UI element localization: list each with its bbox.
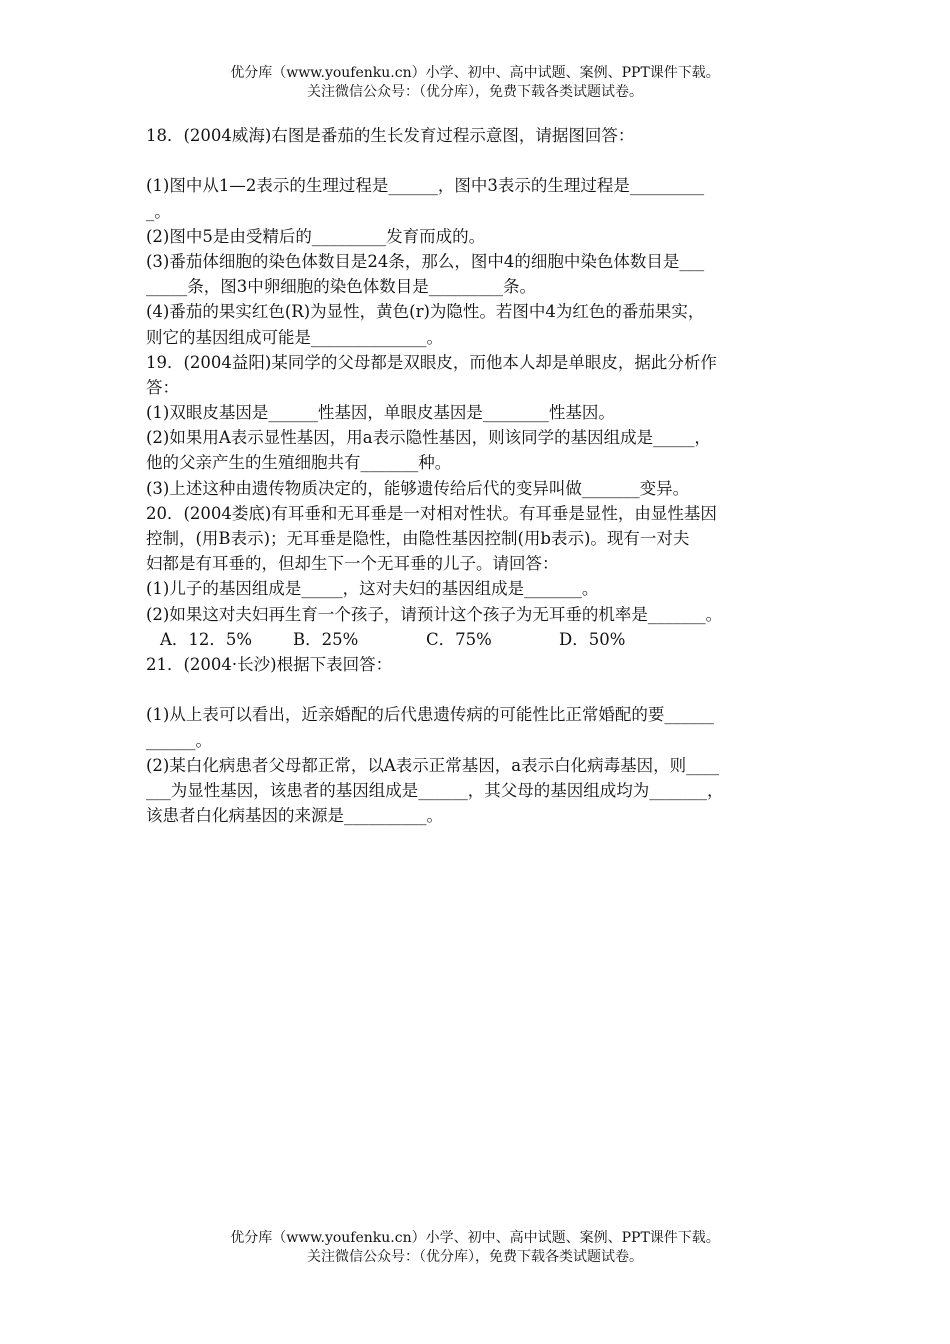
page-header — [0, 64, 950, 102]
question-21-part-2-cont: 该患者白化病基因的来源是__________。 — [146, 806, 443, 826]
question-21-title: 21．(2004·长沙)根据下表回答： — [146, 654, 393, 674]
spacer — [146, 148, 806, 173]
spacer — [146, 677, 806, 702]
document-body — [146, 123, 806, 828]
question-21-part-2-cont: ___为显性基因，该患者的基因组成是______，其父母的基因组成均为_______， — [146, 780, 724, 800]
choice-c: C．75% — [426, 629, 492, 649]
footer-line-2: 关注微信公众号：（优分库），免费下载各类试题试卷。 — [307, 1249, 643, 1265]
header-line-1: 优分库（www.youfenku.cn）小学、初中、高中试题、案例、PPT课件下载。 — [230, 65, 720, 81]
question-20-part-2: (2)如果这对夫妇再生育一个孩子，请预计这个孩子为无耳垂的机率是_______。 — [146, 604, 723, 624]
question-20-title: 20．(2004娄底)有耳垂和无耳垂是一对相对性状。有耳垂是显性，由显性基因 — [146, 503, 717, 523]
question-20-choices — [146, 627, 806, 652]
question-18-part-1: (1)图中从1—2表示的生理过程是______，图中3表示的生理过程是_________ — [146, 176, 705, 196]
question-18-part-4: (4)番茄的果实红色(R)为显性，黄色(r)为隐性。若图中4为红色的番茄果实， — [146, 302, 705, 322]
question-18-part-2: (2)图中5是由受精后的_________发育而成的。 — [146, 226, 486, 246]
question-19-part-2: (2)如果用A表示显性基因，用a表示隐性基因，则该同学的基因组成是_____， — [146, 428, 711, 448]
question-20-title-cont: 妇都是有耳垂的，但却生下一个无耳垂的儿子。请回答： — [146, 554, 559, 574]
footer-line-1: 优分库（www.youfenku.cn）小学、初中、高中试题、案例、PPT课件下载。 — [230, 1230, 720, 1246]
question-19-part-2-cont: 他的父亲产生的生殖细胞共有_______种。 — [146, 453, 452, 473]
question-19-title-cont: 答： — [146, 377, 179, 397]
question-21-part-1-cont: ______。 — [146, 730, 212, 750]
choice-a: A．12．5% — [160, 629, 253, 649]
question-18-part-1-cont: _。 — [146, 201, 171, 221]
question-18-title: 18．(2004威海)右图是番茄的生长发育过程示意图，请据图回答： — [146, 126, 635, 145]
question-18-part-3: (3)番茄体细胞的染色体数目是24条，那么，图中4的细胞中染色体数目是___ — [146, 251, 705, 271]
question-21-part-2: (2)某白化病患者父母都正常，以A表示正常基因，a表示白化病毒基因，则____ — [146, 755, 720, 775]
question-18-part-4-cont: 则它的基因组成可能是______________。 — [146, 327, 443, 347]
question-20-title-cont: 控制，(用B表示)；无耳垂是隐性，由隐性基因控制(用b表示)。现有一对夫 — [146, 529, 690, 548]
question-21-part-1: (1)从上表可以看出，近亲婚配的后代患遗传病的可能性比正常婚配的要______ — [146, 705, 714, 725]
question-20-part-1: (1)儿子的基因组成是_____，这对夫妇的基因组成是_______。 — [146, 579, 599, 599]
page-footer — [0, 1229, 950, 1267]
choice-d: D．50% — [559, 629, 626, 649]
question-19-title: 19．(2004益阳)某同学的父母都是双眼皮，而他本人却是单眼皮，据此分析作 — [146, 352, 717, 372]
question-19-part-1: (1)双眼皮基因是______性基因，单眼皮基因是________性基因。 — [146, 403, 615, 423]
question-18-part-3-cont: _____条，图3中卵细胞的染色体数目是_________条。 — [146, 277, 536, 297]
header-line-2: 关注微信公众号：（优分库），免费下载各类试题试卷。 — [307, 84, 643, 100]
question-19-part-3: (3)上述这种由遗传物质决定的，能够遗传给后代的变异叫做_______变异。 — [146, 478, 690, 498]
choice-b: B．25% — [293, 629, 359, 649]
